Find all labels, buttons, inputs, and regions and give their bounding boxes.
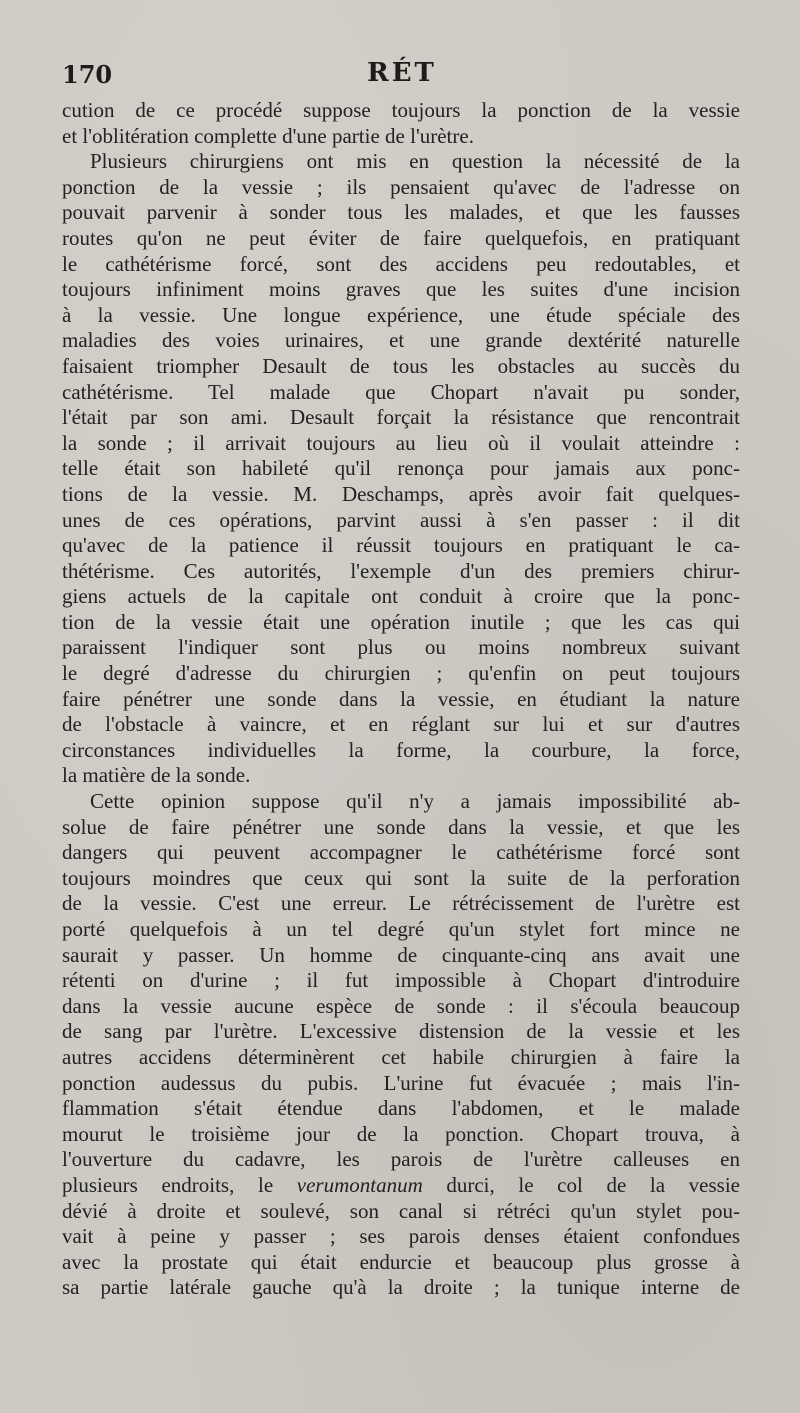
text-line: dévié à droite et soulevé, son canal si rétréci qu'un stylet pou- (62, 1198, 740, 1223)
text-line: vait à peine y passer ; ses parois denses étaient confondues (62, 1224, 740, 1249)
text-line: plusieurs endroits, le verumontanum durci, le col de la vessie (62, 1172, 740, 1197)
text-line: la matière de la sonde. (62, 763, 251, 788)
text-line: routes qu'on ne peut éviter de faire quelquefois, en pratiquant (62, 225, 740, 250)
text-line: de la vessie. C'est une erreur. Le rétrécissement de l'urètre est (62, 891, 740, 916)
page-number: 170 (62, 60, 113, 89)
body-text (62, 98, 740, 1301)
text-line: toujours moindres que ceux qui sont la suite de la perforation (62, 865, 740, 890)
text-line: unes de ces opérations, parvint aussi à s'en passer : il dit (62, 507, 740, 532)
running-head (62, 58, 742, 98)
text-line: autres accidens déterminèrent cet habile chirurgien à faire la (62, 1044, 740, 1069)
text-line: ponction de la vessie ; ils pensaient qu'avec de l'adresse on (62, 174, 740, 199)
text-line: maladies des voies urinaires, et une grande dextérité naturelle (62, 328, 740, 353)
text-line: avec la prostate qui était endurcie et beaucoup plus grosse à (62, 1249, 740, 1274)
text-line: le cathétérisme forcé, sont des accidens peu redoutables, et (62, 251, 740, 276)
running-title: RÉT (367, 58, 437, 88)
text-line: paraissent l'indiquer sont plus ou moins nombreux suivant (62, 635, 740, 660)
text-line: tions de la vessie. M. Deschamps, après avoir fait quelques- (62, 481, 740, 506)
text-line: porté quelquefois à un tel degré qu'un stylet fort mince ne (62, 917, 740, 941)
text-line: Cette opinion suppose qu'il n'y a jamais impossibilité ab- (90, 789, 740, 814)
text-line: la sonde ; il arrivait toujours au lieu où il voulait atteindre : (62, 430, 740, 455)
text-line: l'était par son ami. Desault forçait la résistance que rencontrait (62, 405, 740, 430)
text-line: giens actuels de la capitale ont conduit à croire que la ponc- (62, 584, 740, 609)
text-line: dans la vessie aucune espèce de sonde : il s'écoula beaucoup (62, 993, 740, 1018)
text-line: faisaient triompher Desault de tous les obstacles au succès du (62, 353, 740, 378)
text-line: tion de la vessie était une opération inutile ; que les cas qui (62, 609, 740, 634)
text-line: dangers qui peuvent accompagner le cathétérisme forcé sont (62, 840, 740, 865)
text-line: et l'oblitération complette d'une partie de l'urètre. (62, 123, 474, 148)
text-line: le degré d'adresse du chirurgien ; qu'enfin on peut toujours (62, 661, 740, 686)
text-line: cathétérisme. Tel malade que Chopart n'avait pu sonder, (62, 379, 740, 404)
text-line: faire pénétrer une sonde dans la vessie, en étudiant la nature (62, 686, 740, 711)
text-line: circonstances individuelles la forme, la courbure, la force, (62, 737, 740, 762)
text-line: pouvait parvenir à sonder tous les malades, et que les fausses (62, 200, 740, 225)
text-line: toujours infiniment moins graves que les suites d'une incision (62, 277, 740, 302)
text-line: Plusieurs chirurgiens ont mis en question la nécessité de la (90, 149, 740, 174)
text-line: de l'obstacle à vaincre, et en réglant sur lui et sur d'autres (62, 712, 740, 737)
text-line: flammation s'était étendue dans l'abdomen, et le malade (62, 1096, 740, 1121)
italic-term: verumontanum (296, 1172, 423, 1197)
text-line: mourut le troisième jour de la ponction. Chopart trouva, à (62, 1121, 740, 1146)
text-line: thétérisme. Ces autorités, l'exemple d'un des premiers chirur- (62, 558, 740, 583)
text-line: qu'avec de la patience il réussit toujours en pratiquant le ca- (62, 533, 740, 558)
text-line: saurait y passer. Un homme de cinquante-cinq ans avait une (62, 942, 740, 967)
text-line: l'ouverture du cadavre, les parois de l'urètre calleuses en (62, 1147, 740, 1172)
text-line: à la vessie. Une longue expérience, une étude spéciale des (62, 302, 740, 327)
text-line: ponction audessus du pubis. L'urine fut évacuée ; mais l'in- (62, 1070, 740, 1095)
text-line: telle était son habileté qu'il renonça pour jamais aux ponc- (62, 456, 740, 481)
text-line: sa partie latérale gauche qu'à la droite ; la tunique interne de (62, 1275, 740, 1300)
text-line: rétenti on d'urine ; il fut impossible à Chopart d'introduire (62, 968, 740, 993)
text-line: cution de ce procédé suppose toujours la ponction de la vessie (62, 98, 740, 122)
text-line: solue de faire pénétrer une sonde dans la vessie, et que les (62, 814, 740, 839)
text-line: de sang par l'urètre. L'excessive distension de la vessie et les (62, 1019, 740, 1044)
